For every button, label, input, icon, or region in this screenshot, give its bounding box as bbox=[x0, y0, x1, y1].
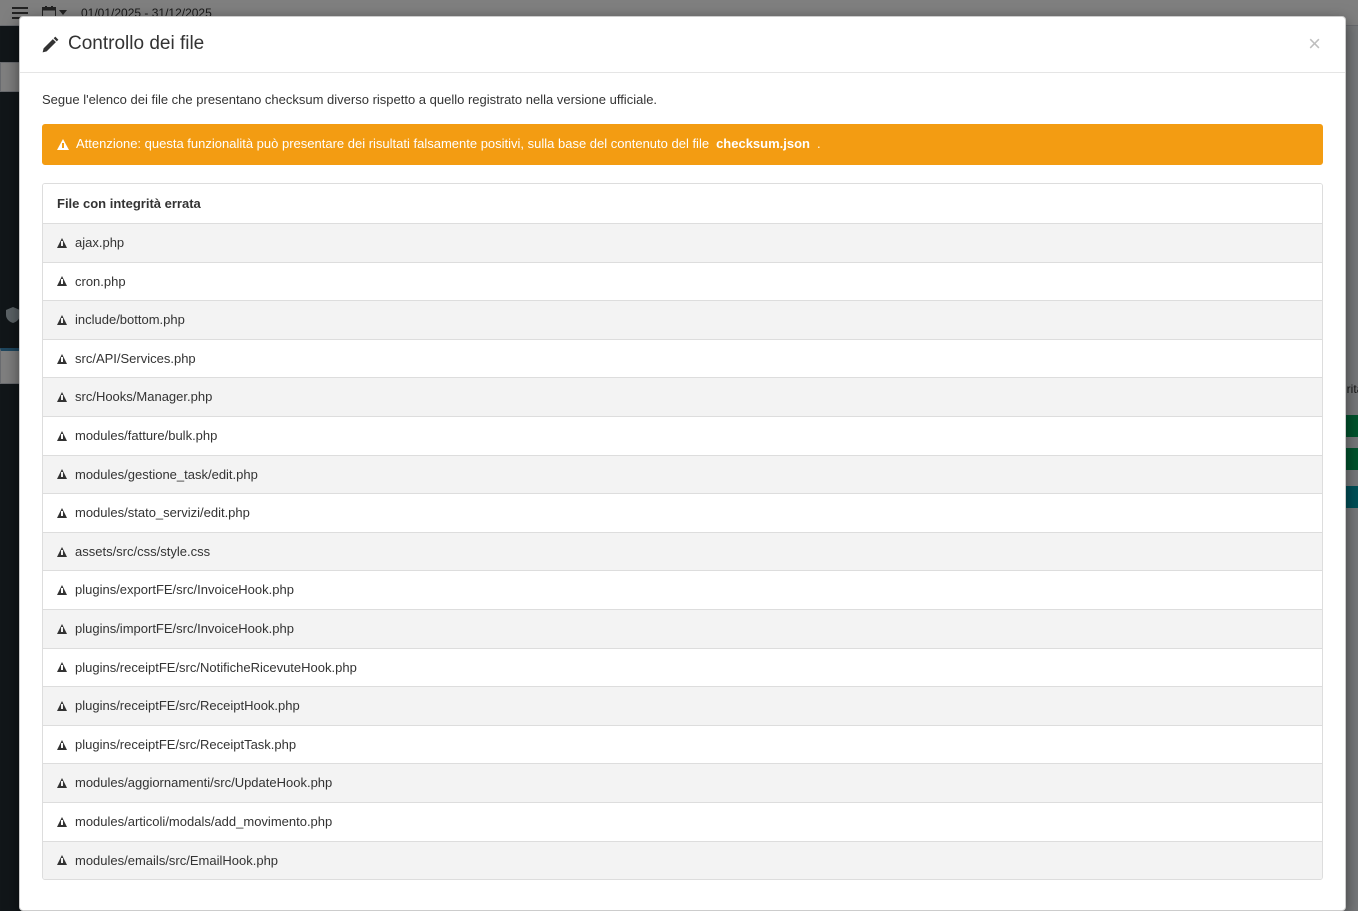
table-row bbox=[43, 610, 1322, 649]
alert-file-name: checksum.json bbox=[716, 136, 810, 152]
table-row bbox=[43, 224, 1322, 263]
warning-triangle-icon bbox=[57, 662, 67, 672]
table-row bbox=[43, 726, 1322, 765]
file-path-label: cron.php bbox=[75, 273, 126, 289]
file-check-modal bbox=[19, 16, 1346, 911]
file-path-label: modules/articoli/modals/add_movimento.php bbox=[75, 813, 333, 829]
warning-triangle-icon bbox=[57, 508, 67, 518]
warning-triangle-icon bbox=[57, 431, 67, 441]
modal-header bbox=[20, 17, 1345, 73]
warning-triangle-icon bbox=[57, 469, 67, 479]
warning-alert bbox=[42, 124, 1323, 165]
file-path-label: assets/src/css/style.css bbox=[75, 543, 211, 559]
alert-text-after: . bbox=[817, 136, 821, 152]
table-row bbox=[43, 649, 1322, 688]
warning-triangle-icon bbox=[57, 701, 67, 711]
file-path-label: plugins/receiptFE/src/ReceiptHook.php bbox=[75, 698, 300, 714]
table-row bbox=[43, 263, 1322, 302]
intro-text: Segue l'elenco dei file che presentano checksum diverso rispetto a quello registrato nella versione ufficiale. bbox=[42, 92, 658, 107]
table-row bbox=[43, 301, 1322, 340]
file-path-label: plugins/receiptFE/src/ReceiptTask.php bbox=[75, 736, 297, 752]
file-path-label: plugins/receiptFE/src/NotificheRicevuteHook.php bbox=[75, 659, 357, 675]
file-path-label: plugins/exportFE/src/InvoiceHook.php bbox=[75, 582, 294, 598]
table-row bbox=[43, 456, 1322, 495]
table-body bbox=[43, 224, 1322, 879]
table-row bbox=[43, 803, 1322, 842]
table-row bbox=[43, 764, 1322, 803]
close-icon[interactable]: × bbox=[1302, 29, 1327, 59]
warning-triangle-icon bbox=[57, 778, 67, 788]
page-title bbox=[42, 31, 1325, 58]
file-path-label: modules/gestione_task/edit.php bbox=[75, 466, 258, 482]
warning-triangle-icon bbox=[57, 276, 67, 286]
warning-triangle-icon bbox=[57, 139, 69, 150]
warning-triangle-icon bbox=[57, 740, 67, 750]
warning-triangle-icon bbox=[57, 392, 67, 402]
table-row bbox=[43, 533, 1322, 572]
table-row bbox=[43, 340, 1322, 379]
pencil-icon bbox=[42, 36, 59, 53]
warning-triangle-icon bbox=[57, 585, 67, 595]
modal-body bbox=[20, 73, 1345, 890]
table-row bbox=[43, 417, 1322, 456]
warning-triangle-icon bbox=[57, 817, 67, 827]
file-path-label: modules/aggiornamenti/src/UpdateHook.php bbox=[75, 775, 333, 791]
warning-triangle-icon bbox=[57, 855, 67, 865]
alert-text-before: Attenzione: questa funzionalità può presentare dei risultati falsamente positivi, sulla base del contenuto del file bbox=[76, 136, 710, 152]
table-header: File con integrità errata bbox=[43, 184, 1322, 224]
table-row bbox=[43, 378, 1322, 417]
warning-triangle-icon bbox=[57, 238, 67, 248]
file-path-label: src/Hooks/Manager.php bbox=[75, 389, 213, 405]
file-path-label: src/API/Services.php bbox=[75, 350, 196, 366]
file-path-label: ajax.php bbox=[75, 235, 125, 251]
warning-triangle-icon bbox=[57, 315, 67, 325]
warning-triangle-icon bbox=[57, 354, 67, 364]
table-row bbox=[43, 571, 1322, 610]
file-path-label: include/bottom.php bbox=[75, 312, 185, 328]
file-path-label: plugins/importFE/src/InvoiceHook.php bbox=[75, 621, 294, 637]
warning-triangle-icon bbox=[57, 547, 67, 557]
file-path-label: modules/fatture/bulk.php bbox=[75, 428, 218, 444]
table-row bbox=[43, 687, 1322, 726]
integrity-file-table bbox=[42, 183, 1323, 880]
modal-title-text: Controllo dei file bbox=[68, 33, 205, 54]
file-path-label: modules/stato_servizi/edit.php bbox=[75, 505, 250, 521]
table-row bbox=[43, 494, 1322, 533]
warning-triangle-icon bbox=[57, 624, 67, 634]
table-row bbox=[43, 842, 1322, 880]
file-path-label: modules/emails/src/EmailHook.php bbox=[75, 852, 279, 868]
